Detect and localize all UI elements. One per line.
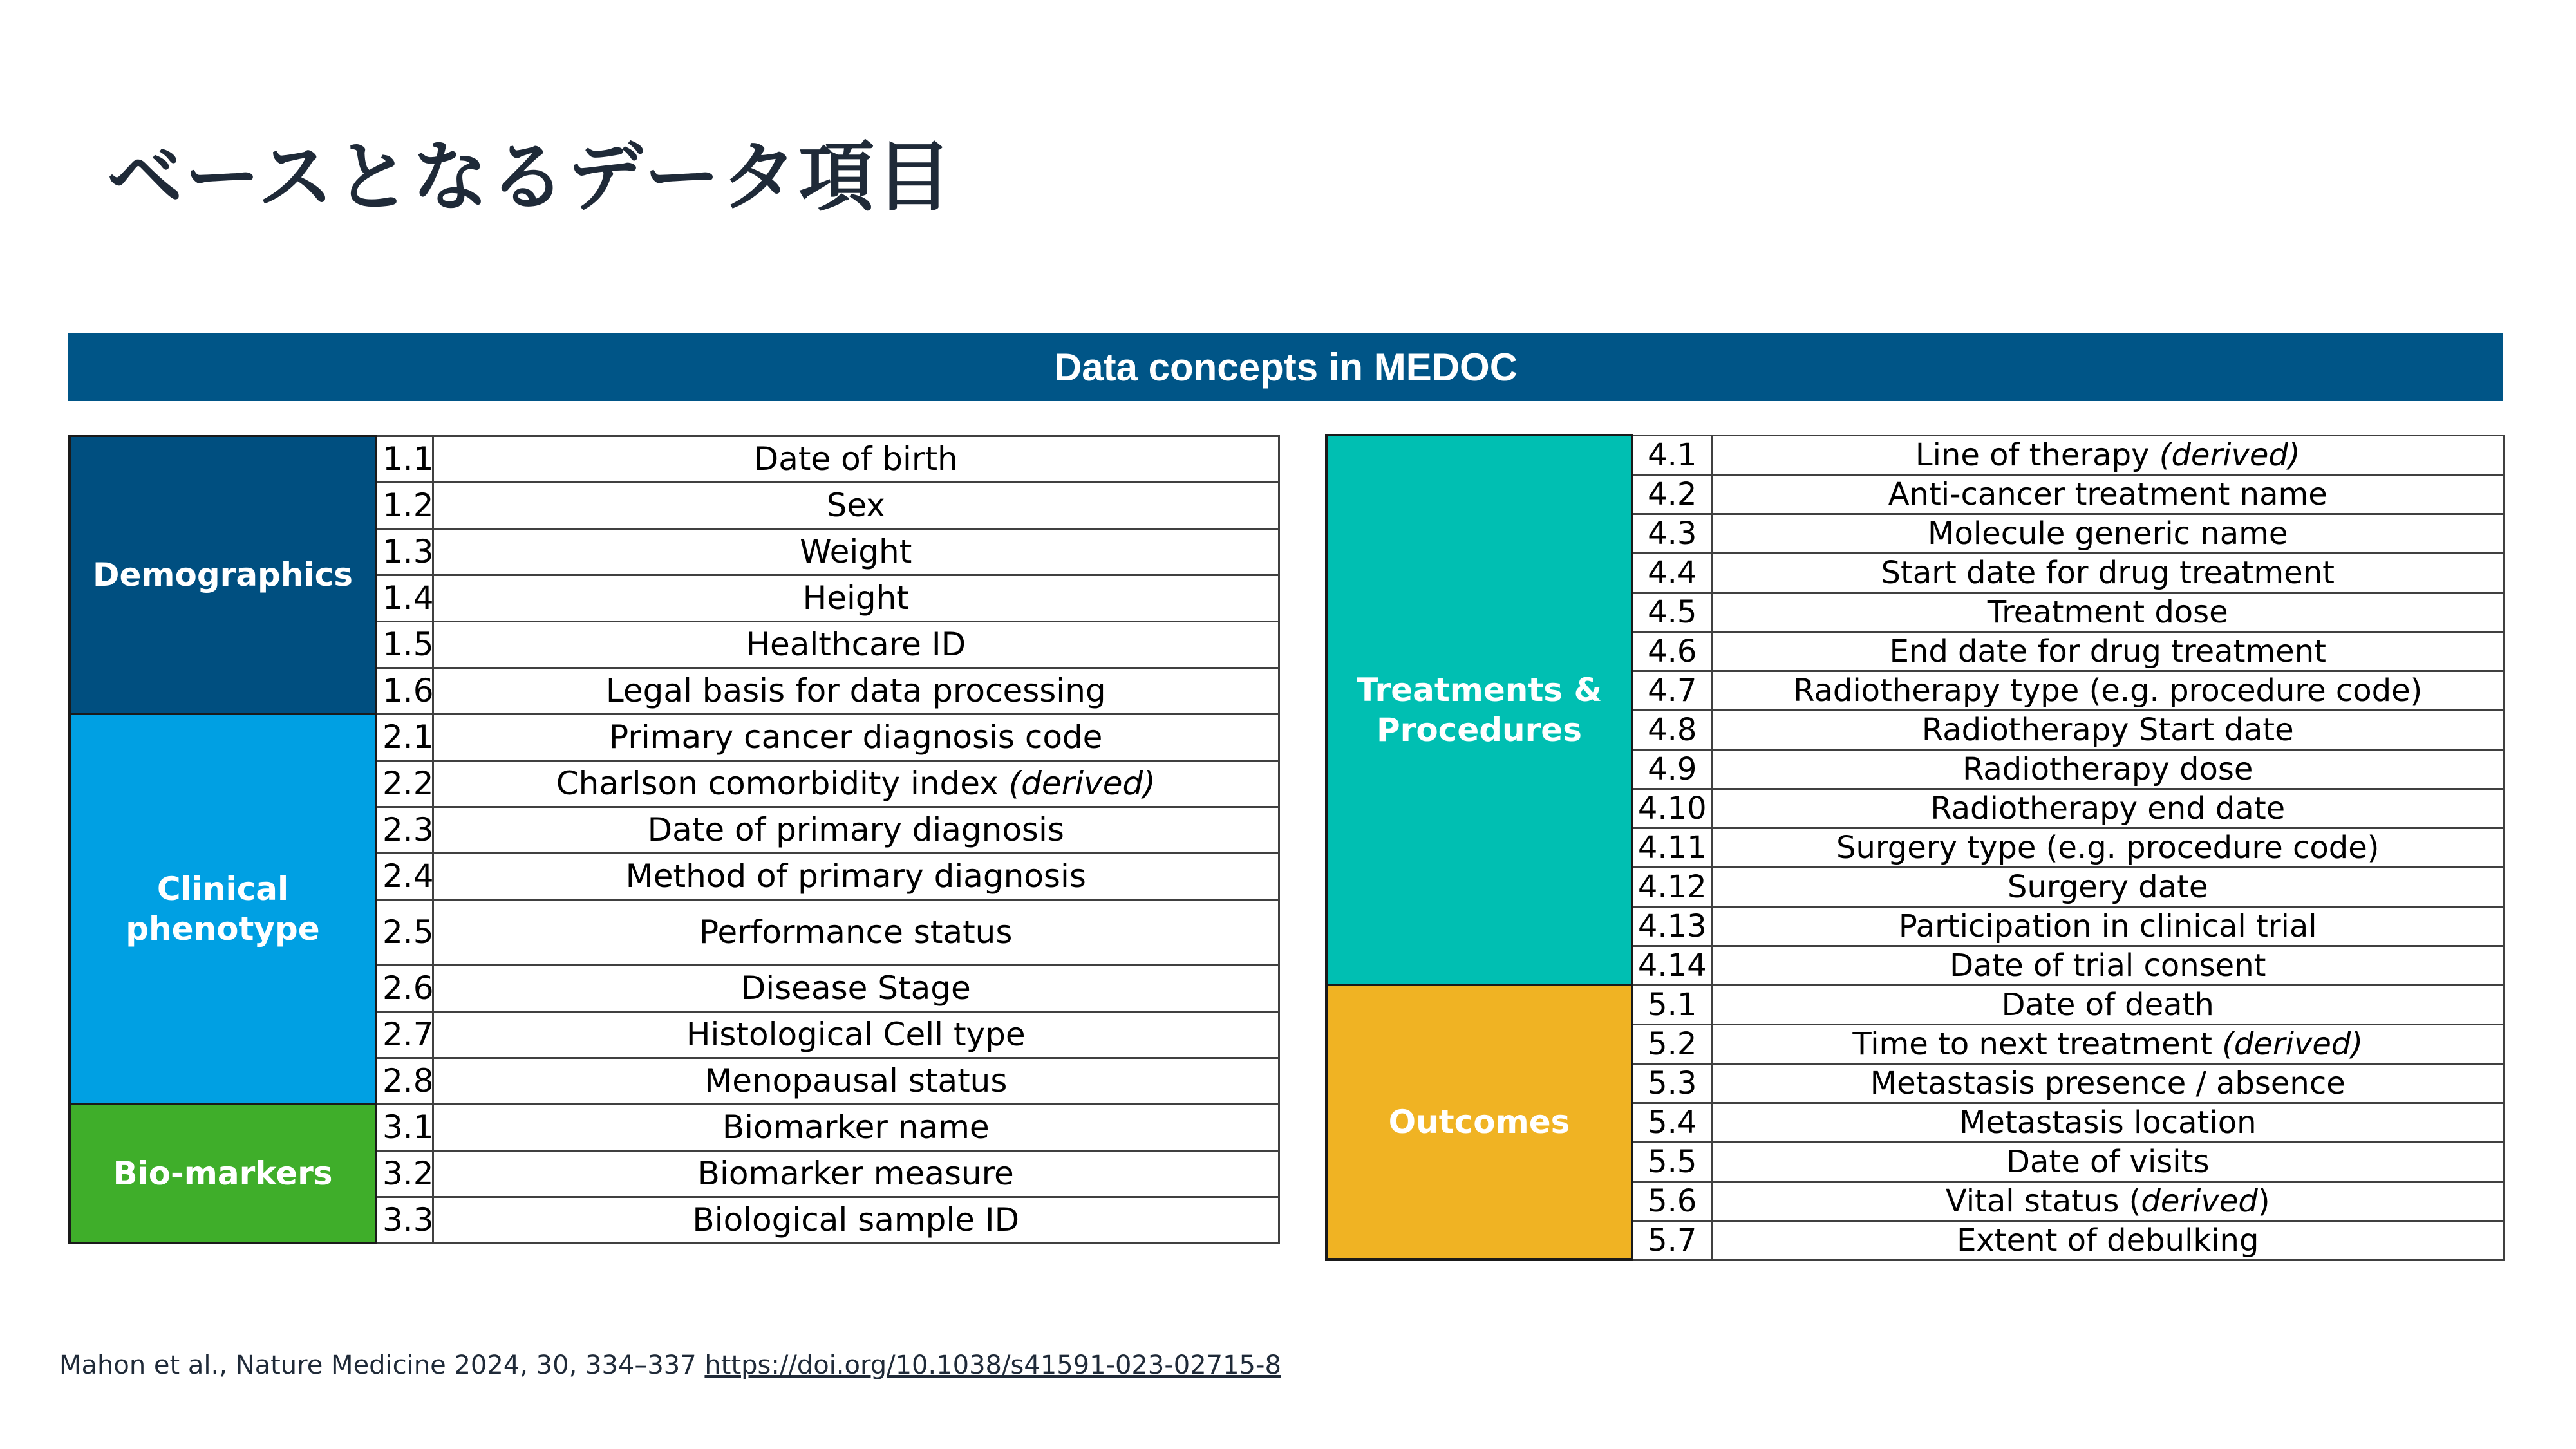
item-label-cell bbox=[1712, 671, 2504, 710]
item-number: 5.4 bbox=[1632, 1103, 1712, 1142]
item-number: 4.7 bbox=[1632, 671, 1712, 710]
item-number: 4.13 bbox=[1632, 906, 1712, 946]
item-label-cell bbox=[1712, 1181, 2504, 1220]
item-label: Histological Cell type bbox=[686, 1016, 1026, 1053]
table-banner: Data concepts in MEDOC bbox=[68, 333, 2503, 401]
item-label: Surgery date bbox=[2007, 868, 2208, 905]
item-label: Vital status ( bbox=[1945, 1183, 2141, 1219]
item-label: Radiotherapy dose bbox=[1962, 751, 2253, 787]
item-label: Treatment dose bbox=[1987, 594, 2228, 630]
item-number: 4.1 bbox=[1632, 435, 1712, 474]
derived-tag: (derived) bbox=[2159, 436, 2300, 473]
item-label-cell bbox=[433, 1150, 1279, 1197]
item-label-cell bbox=[1712, 789, 2504, 828]
item-label-cell bbox=[433, 436, 1279, 482]
item-label: Weight bbox=[800, 533, 912, 570]
item-label-cell bbox=[433, 1104, 1279, 1150]
page-title: ベースとなるデータ項目 bbox=[107, 133, 954, 221]
item-label-cell bbox=[433, 760, 1279, 807]
category-cell: Bio-markers bbox=[70, 1104, 376, 1243]
item-number: 1.5 bbox=[376, 621, 433, 668]
item-label: Primary cancer diagnosis code bbox=[609, 718, 1103, 756]
item-number: 5.1 bbox=[1632, 985, 1712, 1024]
item-label-cell bbox=[1712, 1103, 2504, 1142]
item-number: 2.7 bbox=[376, 1011, 433, 1058]
item-number: 2.8 bbox=[376, 1058, 433, 1104]
item-label: Radiotherapy Start date bbox=[1921, 711, 2294, 748]
item-number: 1.2 bbox=[376, 482, 433, 528]
item-label: Biomarker measure bbox=[697, 1155, 1014, 1192]
item-label: Date of primary diagnosis bbox=[647, 811, 1064, 848]
item-label: Date of trial consent bbox=[1950, 947, 2266, 984]
item-number: 4.14 bbox=[1632, 946, 1712, 985]
table-row bbox=[1326, 435, 2504, 474]
item-number: 1.6 bbox=[376, 668, 433, 714]
item-number: 4.11 bbox=[1632, 828, 1712, 867]
item-label-cell bbox=[433, 575, 1279, 621]
item-number: 1.4 bbox=[376, 575, 433, 621]
table-row bbox=[1326, 985, 2504, 1024]
item-label-cell bbox=[1712, 1142, 2504, 1181]
table-row bbox=[70, 714, 1279, 760]
item-label-cell bbox=[1712, 828, 2504, 867]
item-label-cell bbox=[433, 668, 1279, 714]
label-suffix: ) bbox=[2257, 1183, 2270, 1219]
item-label: Surgery type (e.g. procedure code) bbox=[1836, 829, 2380, 866]
item-number: 2.3 bbox=[376, 807, 433, 853]
table-row bbox=[70, 436, 1279, 482]
item-label-cell bbox=[1712, 710, 2504, 749]
citation-text: Mahon et al., Nature Medicine 2024, 30, 334–337 bbox=[59, 1351, 705, 1380]
item-number: 4.5 bbox=[1632, 592, 1712, 631]
item-number: 5.3 bbox=[1632, 1063, 1712, 1103]
doi-link[interactable]: https://doi.org/10.1038/s41591-023-02715-8 bbox=[704, 1351, 1281, 1380]
item-label-cell bbox=[433, 807, 1279, 853]
item-number: 4.8 bbox=[1632, 710, 1712, 749]
item-number: 4.10 bbox=[1632, 789, 1712, 828]
item-label: Molecule generic name bbox=[1928, 515, 2288, 552]
item-label-cell bbox=[433, 1058, 1279, 1104]
item-label: Biomarker name bbox=[722, 1108, 990, 1146]
item-label: Time to next treatment bbox=[1852, 1025, 2223, 1062]
item-number: 5.5 bbox=[1632, 1142, 1712, 1181]
item-label: Menopausal status bbox=[704, 1062, 1008, 1099]
item-label-cell bbox=[433, 965, 1279, 1011]
item-number: 3.2 bbox=[376, 1150, 433, 1197]
category-cell: Outcomes bbox=[1326, 985, 1632, 1260]
item-label-cell bbox=[433, 621, 1279, 668]
item-label-cell bbox=[1712, 749, 2504, 789]
item-label-cell bbox=[1712, 1063, 2504, 1103]
item-label: Charlson comorbidity index bbox=[556, 765, 1009, 802]
category-cell: Treatments & Procedures bbox=[1326, 435, 1632, 985]
item-label: End date for drug treatment bbox=[1889, 633, 2326, 669]
item-number: 4.3 bbox=[1632, 514, 1712, 553]
item-label-cell bbox=[433, 853, 1279, 899]
item-label: Date of death bbox=[2001, 986, 2214, 1023]
item-label-cell bbox=[1712, 435, 2504, 474]
item-label-cell bbox=[433, 1011, 1279, 1058]
derived-tag: (derived) bbox=[1008, 765, 1156, 802]
item-label-cell bbox=[1712, 985, 2504, 1024]
item-label: Legal basis for data processing bbox=[605, 672, 1106, 709]
item-label: Method of primary diagnosis bbox=[625, 857, 1086, 895]
item-label-cell bbox=[1712, 1220, 2504, 1260]
item-number: 2.5 bbox=[376, 899, 433, 965]
item-label: Extent of debulking bbox=[1957, 1222, 2259, 1258]
item-label-cell bbox=[433, 528, 1279, 575]
item-label: Sex bbox=[826, 487, 885, 524]
item-label: Performance status bbox=[699, 913, 1013, 951]
item-label: Start date for drug treatment bbox=[1881, 554, 2335, 591]
data-concepts-table-left bbox=[68, 435, 1280, 1244]
item-label-cell bbox=[433, 1197, 1279, 1243]
item-label-cell bbox=[1712, 1024, 2504, 1063]
item-number: 2.4 bbox=[376, 853, 433, 899]
data-concepts-table-right bbox=[1325, 434, 2505, 1261]
item-label-cell bbox=[1712, 514, 2504, 553]
item-number: 4.9 bbox=[1632, 749, 1712, 789]
item-label-cell bbox=[433, 899, 1279, 965]
item-label-cell bbox=[1712, 906, 2504, 946]
item-label-cell bbox=[1712, 867, 2504, 906]
item-label: Healthcare ID bbox=[746, 626, 966, 663]
item-label: Anti-cancer treatment name bbox=[1888, 476, 2327, 512]
item-label: Radiotherapy end date bbox=[1930, 790, 2286, 827]
item-label: Height bbox=[802, 579, 909, 617]
item-number: 3.3 bbox=[376, 1197, 433, 1243]
item-number: 1.1 bbox=[376, 436, 433, 482]
item-label-cell bbox=[1712, 474, 2504, 514]
item-label: Biological sample ID bbox=[692, 1201, 1020, 1239]
item-number: 4.2 bbox=[1632, 474, 1712, 514]
citation bbox=[59, 1351, 1281, 1380]
item-label-cell bbox=[1712, 631, 2504, 671]
item-label: Participation in clinical trial bbox=[1898, 908, 2317, 944]
item-number: 2.6 bbox=[376, 965, 433, 1011]
item-number: 2.1 bbox=[376, 714, 433, 760]
item-label: Line of therapy bbox=[1915, 436, 2159, 473]
item-label: Metastasis presence / absence bbox=[1870, 1065, 2346, 1101]
item-label-cell bbox=[433, 482, 1279, 528]
item-label-cell bbox=[1712, 946, 2504, 985]
item-number: 4.6 bbox=[1632, 631, 1712, 671]
item-label: Metastasis location bbox=[1959, 1104, 2257, 1141]
derived-tag: (derived) bbox=[2222, 1025, 2364, 1062]
item-label-cell bbox=[1712, 553, 2504, 592]
item-number: 5.6 bbox=[1632, 1181, 1712, 1220]
item-label: Radiotherapy type (e.g. procedure code) bbox=[1793, 672, 2423, 709]
item-label: Disease Stage bbox=[740, 969, 971, 1007]
item-number: 3.1 bbox=[376, 1104, 433, 1150]
derived-tag: derived bbox=[2141, 1183, 2258, 1219]
item-number: 4.4 bbox=[1632, 553, 1712, 592]
item-number: 4.12 bbox=[1632, 867, 1712, 906]
item-label-cell bbox=[1712, 592, 2504, 631]
item-number: 5.7 bbox=[1632, 1220, 1712, 1260]
item-label: Date of birth bbox=[753, 440, 958, 478]
category-cell: Clinical phenotype bbox=[70, 714, 376, 1104]
item-number: 2.2 bbox=[376, 760, 433, 807]
item-label: Date of visits bbox=[2006, 1143, 2210, 1180]
item-number: 1.3 bbox=[376, 528, 433, 575]
item-number: 5.2 bbox=[1632, 1024, 1712, 1063]
category-cell: Demographics bbox=[70, 436, 376, 714]
item-label-cell bbox=[433, 714, 1279, 760]
table-row bbox=[70, 1104, 1279, 1150]
